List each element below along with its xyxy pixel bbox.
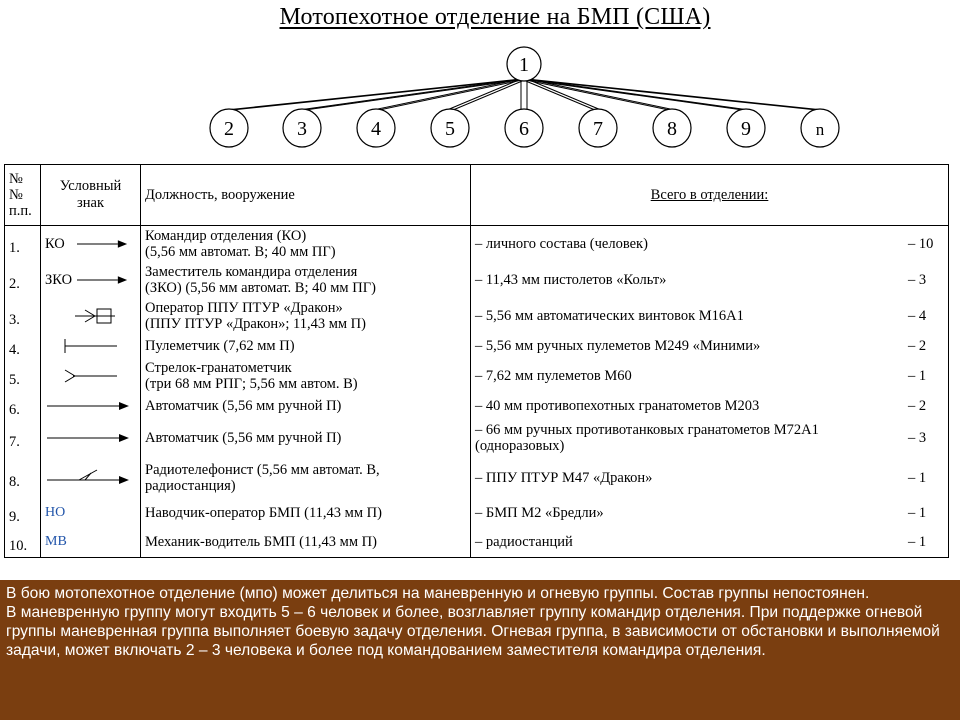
svg-text:n: n	[815, 120, 825, 139]
row-num: 7.	[5, 418, 41, 458]
position-line: Радиотелефонист (5,56 мм автомат. В,	[145, 461, 380, 478]
table-row	[5, 262, 949, 298]
row-num: 4.	[5, 334, 41, 358]
row-symbol	[41, 262, 141, 298]
svg-text:4: 4	[371, 118, 381, 140]
tree-node-6	[505, 109, 543, 147]
tree-connector	[527, 79, 749, 110]
table-header-row	[5, 165, 949, 226]
position-line: Автоматчик (5,56 мм ручной П)	[145, 429, 342, 446]
table-row	[5, 358, 949, 394]
row-position	[141, 498, 471, 528]
row-position	[141, 358, 471, 394]
tree-node-3	[283, 109, 321, 147]
svg-text:7: 7	[593, 118, 603, 140]
svg-text:6: 6	[519, 118, 529, 140]
row-total	[471, 358, 949, 394]
position-line: Наводчик-оператор БМП (11,43 мм П)	[145, 504, 382, 521]
tree-node-5	[431, 109, 469, 147]
total-value: – 2	[908, 337, 927, 354]
arrow-right-icon	[45, 396, 131, 416]
table-row	[5, 498, 949, 528]
footer-paragraph-1: В бою мотопехотное отделение (мпо) может делиться на маневренную и огневую группы. Состав группы непостоянен.	[6, 585, 870, 602]
arrow-right-icon	[77, 270, 129, 290]
position-line: (ЗКО) (5,56 мм автомат. В; 40 мм ПГ)	[145, 279, 376, 296]
row-num: 9.	[5, 498, 41, 528]
row-symbol	[41, 458, 141, 498]
page-title: Мотопехотное отделение на БМП (США)	[279, 4, 711, 30]
table-row	[5, 334, 949, 358]
total-text: – ППУ ПТУР М47 «Дракон»	[475, 469, 653, 486]
row-symbol	[41, 498, 141, 528]
tree-connector	[521, 79, 817, 110]
table-row	[5, 528, 949, 558]
squad-table	[4, 164, 949, 558]
row-num: 1.	[5, 226, 41, 262]
row-total	[471, 498, 949, 528]
table-row	[5, 418, 949, 458]
tree-connector	[226, 79, 521, 110]
arrow-right-icon	[77, 234, 129, 254]
row-num: 2.	[5, 262, 41, 298]
svg-text:5: 5	[445, 118, 455, 140]
symbol-label: НО	[45, 504, 66, 520]
position-line: (ППУ ПТУР «Дракон»; 11,43 мм П)	[145, 315, 366, 332]
header-num: № № п.п.	[5, 165, 41, 226]
total-value: – 2	[908, 397, 927, 414]
row-total	[471, 226, 949, 262]
row-position	[141, 528, 471, 558]
svg-text:9: 9	[741, 118, 751, 140]
tree-connector	[521, 79, 743, 110]
position-line: Заместитель командира отделения	[145, 263, 358, 280]
row-symbol	[41, 418, 141, 458]
total-value: – 1	[908, 504, 927, 521]
footer-paragraph-2: В маневренную группу могут входить 5 – 6 человек и более, возглавляет группу командир отделения. При поддержке огневой группы маневренная группа выполняет боевую задачу отделения. Огневая группа, в зависимости от обстановки и выполняемой задачи, может включать 2 – 3 человека и более под командованием заместителя командира отделения.	[6, 604, 940, 659]
symbol-label: МВ	[45, 534, 67, 550]
table-row	[5, 298, 949, 334]
row-position	[141, 262, 471, 298]
row-position	[141, 226, 471, 262]
table-row	[5, 458, 949, 498]
svg-text:1: 1	[519, 54, 529, 76]
tree-connector	[305, 79, 527, 110]
total-text: – 40 мм противопехотных гранатометов М203	[475, 397, 760, 414]
row-total	[471, 262, 949, 298]
total-value: – 4	[908, 307, 927, 324]
position-line: радиостанция)	[145, 477, 236, 494]
total-text: – 5,56 мм автоматических винтовок М16А1	[475, 307, 744, 324]
row-total	[471, 334, 949, 358]
total-text: – радиостанций	[475, 534, 573, 551]
total-text: – 66 мм ручных противотанковых гранатометов М72А1 (одноразовых)	[475, 421, 819, 454]
row-position	[141, 298, 471, 334]
svg-text:3: 3	[297, 118, 307, 140]
row-symbol	[41, 394, 141, 418]
total-text: – 5,56 мм ручных пулеметов М249 «Миними»	[475, 337, 761, 354]
total-value: – 1	[908, 469, 927, 486]
row-total	[471, 394, 949, 418]
symbol-label: КО	[45, 235, 65, 252]
symbol-label: ЗКО	[45, 271, 73, 288]
tree-connector	[379, 79, 527, 110]
total-value: – 3	[908, 271, 927, 288]
row-symbol	[41, 334, 141, 358]
tree-node-4	[357, 109, 395, 147]
row-symbol	[41, 528, 141, 558]
position-line: Пулеметчик (7,62 мм П)	[145, 337, 295, 354]
row-position	[141, 458, 471, 498]
tree-node-9	[727, 109, 765, 147]
svg-text:2: 2	[224, 118, 234, 140]
tree-node-2	[210, 109, 248, 147]
row-position	[141, 418, 471, 458]
position-line: Командир отделения (КО)	[145, 227, 307, 244]
total-text: – 7,62 мм пулеметов М60	[475, 367, 632, 384]
row-num: 6.	[5, 394, 41, 418]
row-num: 10.	[5, 528, 41, 558]
tree-node-7	[579, 109, 617, 147]
tree-node-n	[801, 109, 839, 147]
total-value: – 1	[908, 367, 927, 384]
tree-node-8	[653, 109, 691, 147]
position-line: (три 68 мм РПГ; 5,56 мм автом. В)	[145, 375, 358, 392]
grenadier-icon	[45, 366, 131, 386]
machine-gunner-icon	[45, 336, 131, 356]
position-line: (5,56 мм автомат. В; 40 мм ПГ)	[145, 243, 336, 260]
row-num: 3.	[5, 298, 41, 334]
tree-connector	[527, 79, 675, 110]
tree-connector	[373, 79, 521, 110]
footer-note	[0, 580, 960, 720]
total-value: – 3	[908, 429, 927, 446]
position-line: Механик-водитель БМП (11,43 мм П)	[145, 534, 377, 551]
row-symbol	[41, 358, 141, 394]
row-total	[471, 528, 949, 558]
tree-node-root	[507, 47, 541, 81]
table-row	[5, 394, 949, 418]
row-position	[141, 394, 471, 418]
row-total	[471, 418, 949, 458]
row-symbol	[41, 298, 141, 334]
header-position: Должность, вооружение	[141, 165, 471, 226]
arrow-right-icon	[45, 428, 131, 448]
tree-connector	[521, 79, 669, 110]
row-num: 8.	[5, 458, 41, 498]
header-symbol: Условный знак	[41, 165, 141, 226]
row-total	[471, 458, 949, 498]
position-line: Оператор ППУ ПТУР «Дракон»	[145, 299, 343, 316]
table-row	[5, 226, 949, 262]
row-num: 5.	[5, 358, 41, 394]
org-tree-diagram	[0, 0, 960, 160]
tree-connector	[527, 79, 823, 110]
position-line: Автоматчик (5,56 мм ручной П)	[145, 397, 342, 414]
total-text: – 11,43 мм пистолетов «Кольт»	[475, 271, 667, 288]
position-line: Стрелок-гранатометчик	[145, 359, 292, 376]
header-total: Всего в отделении:	[471, 165, 949, 226]
total-value: – 10	[908, 235, 934, 252]
atgm-operator-icon	[45, 306, 131, 326]
row-symbol	[41, 226, 141, 262]
total-text: – личного состава (человек)	[475, 235, 648, 252]
row-position	[141, 334, 471, 358]
radio-operator-icon	[45, 468, 131, 488]
row-total	[471, 298, 949, 334]
tree-connector	[299, 79, 521, 110]
svg-text:8: 8	[667, 118, 677, 140]
total-text: – БМП М2 «Бредли»	[475, 504, 604, 521]
total-value: – 1	[908, 534, 927, 551]
